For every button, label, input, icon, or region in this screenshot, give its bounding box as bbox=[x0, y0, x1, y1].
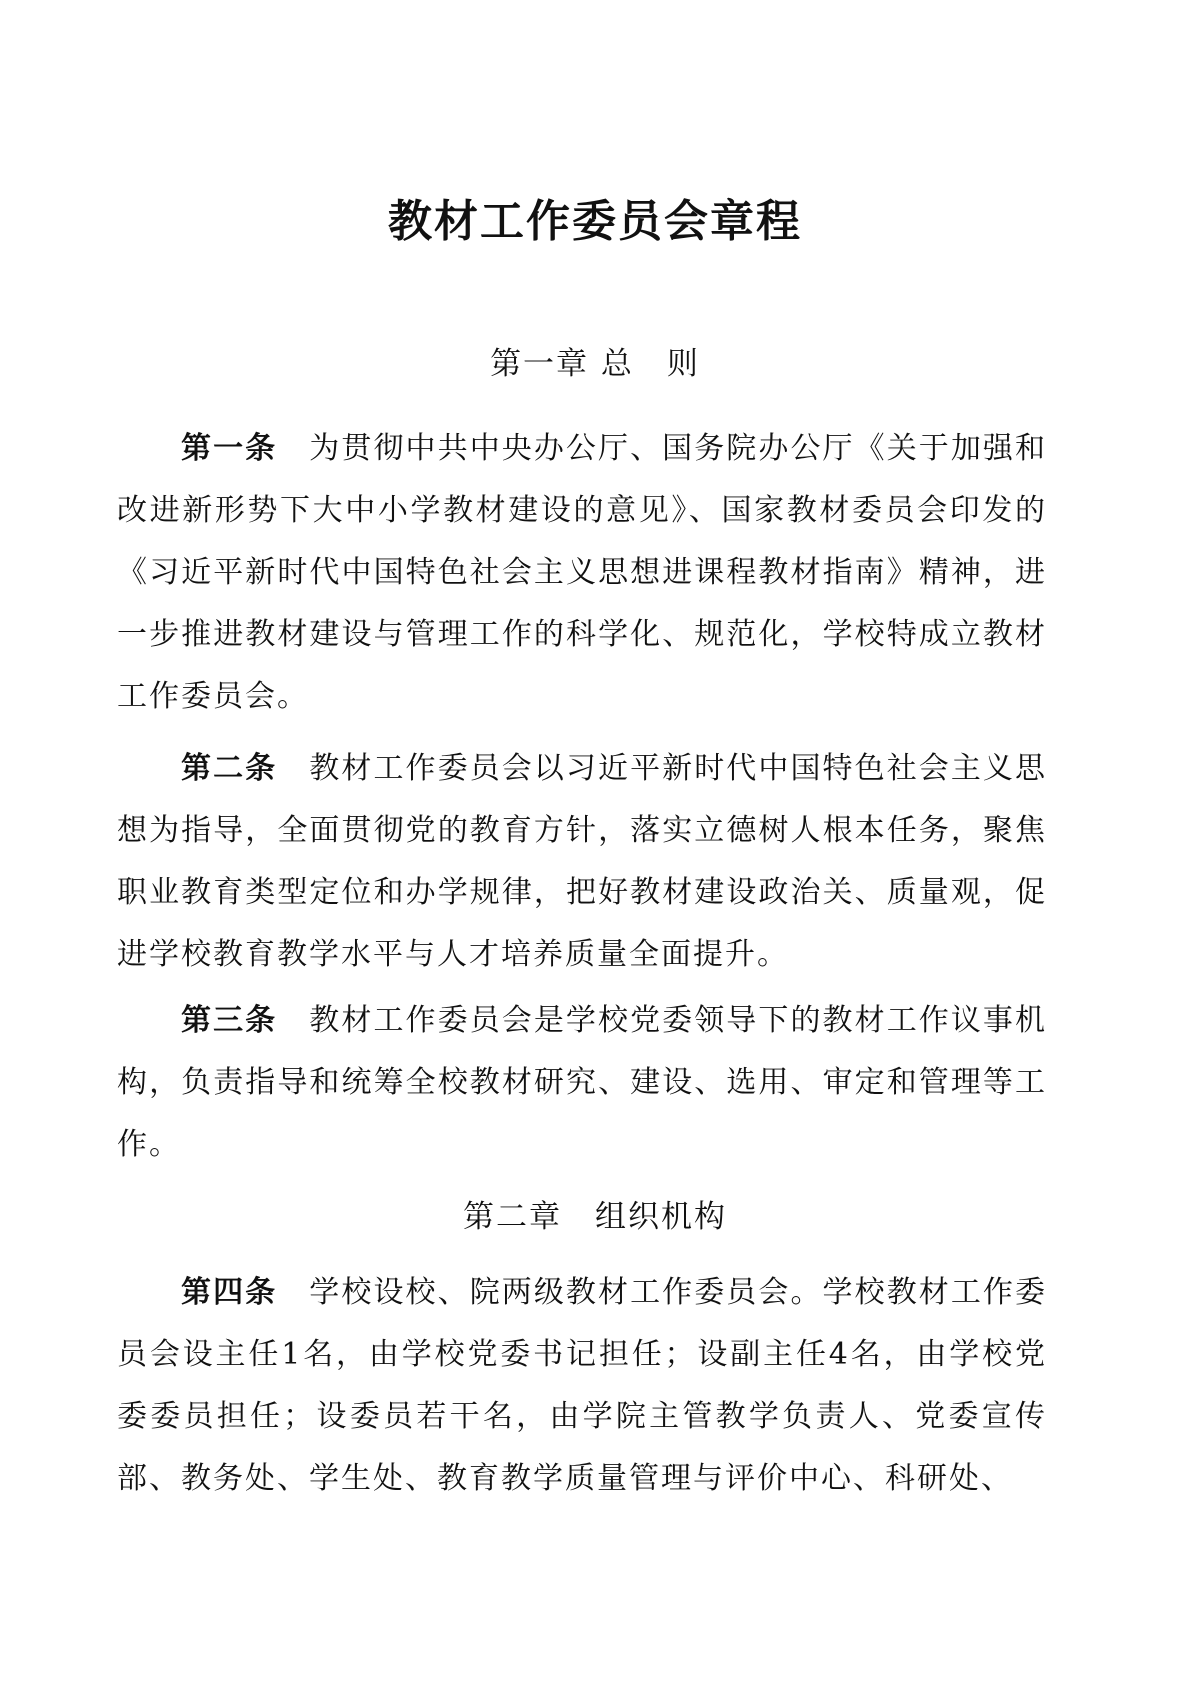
article-4-number: 第四条 bbox=[181, 1275, 278, 1310]
article-4 bbox=[117, 1262, 1047, 1510]
article-2-number: 第二条 bbox=[181, 751, 278, 786]
article-3 bbox=[117, 990, 1047, 1176]
document-title: 教材工作委员会章程 bbox=[388, 196, 802, 247]
article-2 bbox=[117, 738, 1047, 986]
article-4-text: 学校设校、院两级教材工作委员会。学校教材工作委员会设主任1名，由学校党委书记担任；设副主任4名，由学校党委委员担任；设委员若干名，由学院主管教学负责人、党委宣传部、教务处、学生处、教育教学质量管理与评价中心、科研处、 bbox=[117, 1275, 1048, 1496]
article-1-number: 第一条 bbox=[181, 431, 278, 466]
article-1 bbox=[117, 418, 1047, 728]
article-3-text: 教材工作委员会是学校党委领导下的教材工作议事机构，负责指导和统筹全校教材研究、建设、选用、审定和管理等工作。 bbox=[117, 1003, 1048, 1162]
chapter-heading-2: 第二章 组织机构 bbox=[463, 1199, 727, 1235]
article-1-spacer bbox=[277, 431, 309, 466]
chapter-heading-1: 第一章 总 则 bbox=[490, 346, 700, 382]
article-2-spacer bbox=[277, 751, 309, 786]
article-4-spacer bbox=[277, 1275, 309, 1310]
article-1-text: 为贯彻中共中央办公厅、国务院办公厅《关于加强和改进新形势下大中小学教材建设的意见》、国家教材委员会印发的《习近平新时代中国特色社会主义思想进课程教材指南》精神，进一步推进教材建设与管理工作的科学化、规范化，学校特成立教材工作委员会。 bbox=[117, 431, 1048, 714]
article-3-number: 第三条 bbox=[181, 1003, 278, 1038]
article-3-spacer bbox=[277, 1003, 309, 1038]
article-2-text: 教材工作委员会以习近平新时代中国特色社会主义思想为指导，全面贯彻党的教育方针，落实立德树人根本任务，聚焦职业教育类型定位和办学规律，把好教材建设政治关、质量观，促进学校教育教学水平与人才培养质量全面提升。 bbox=[117, 751, 1048, 972]
